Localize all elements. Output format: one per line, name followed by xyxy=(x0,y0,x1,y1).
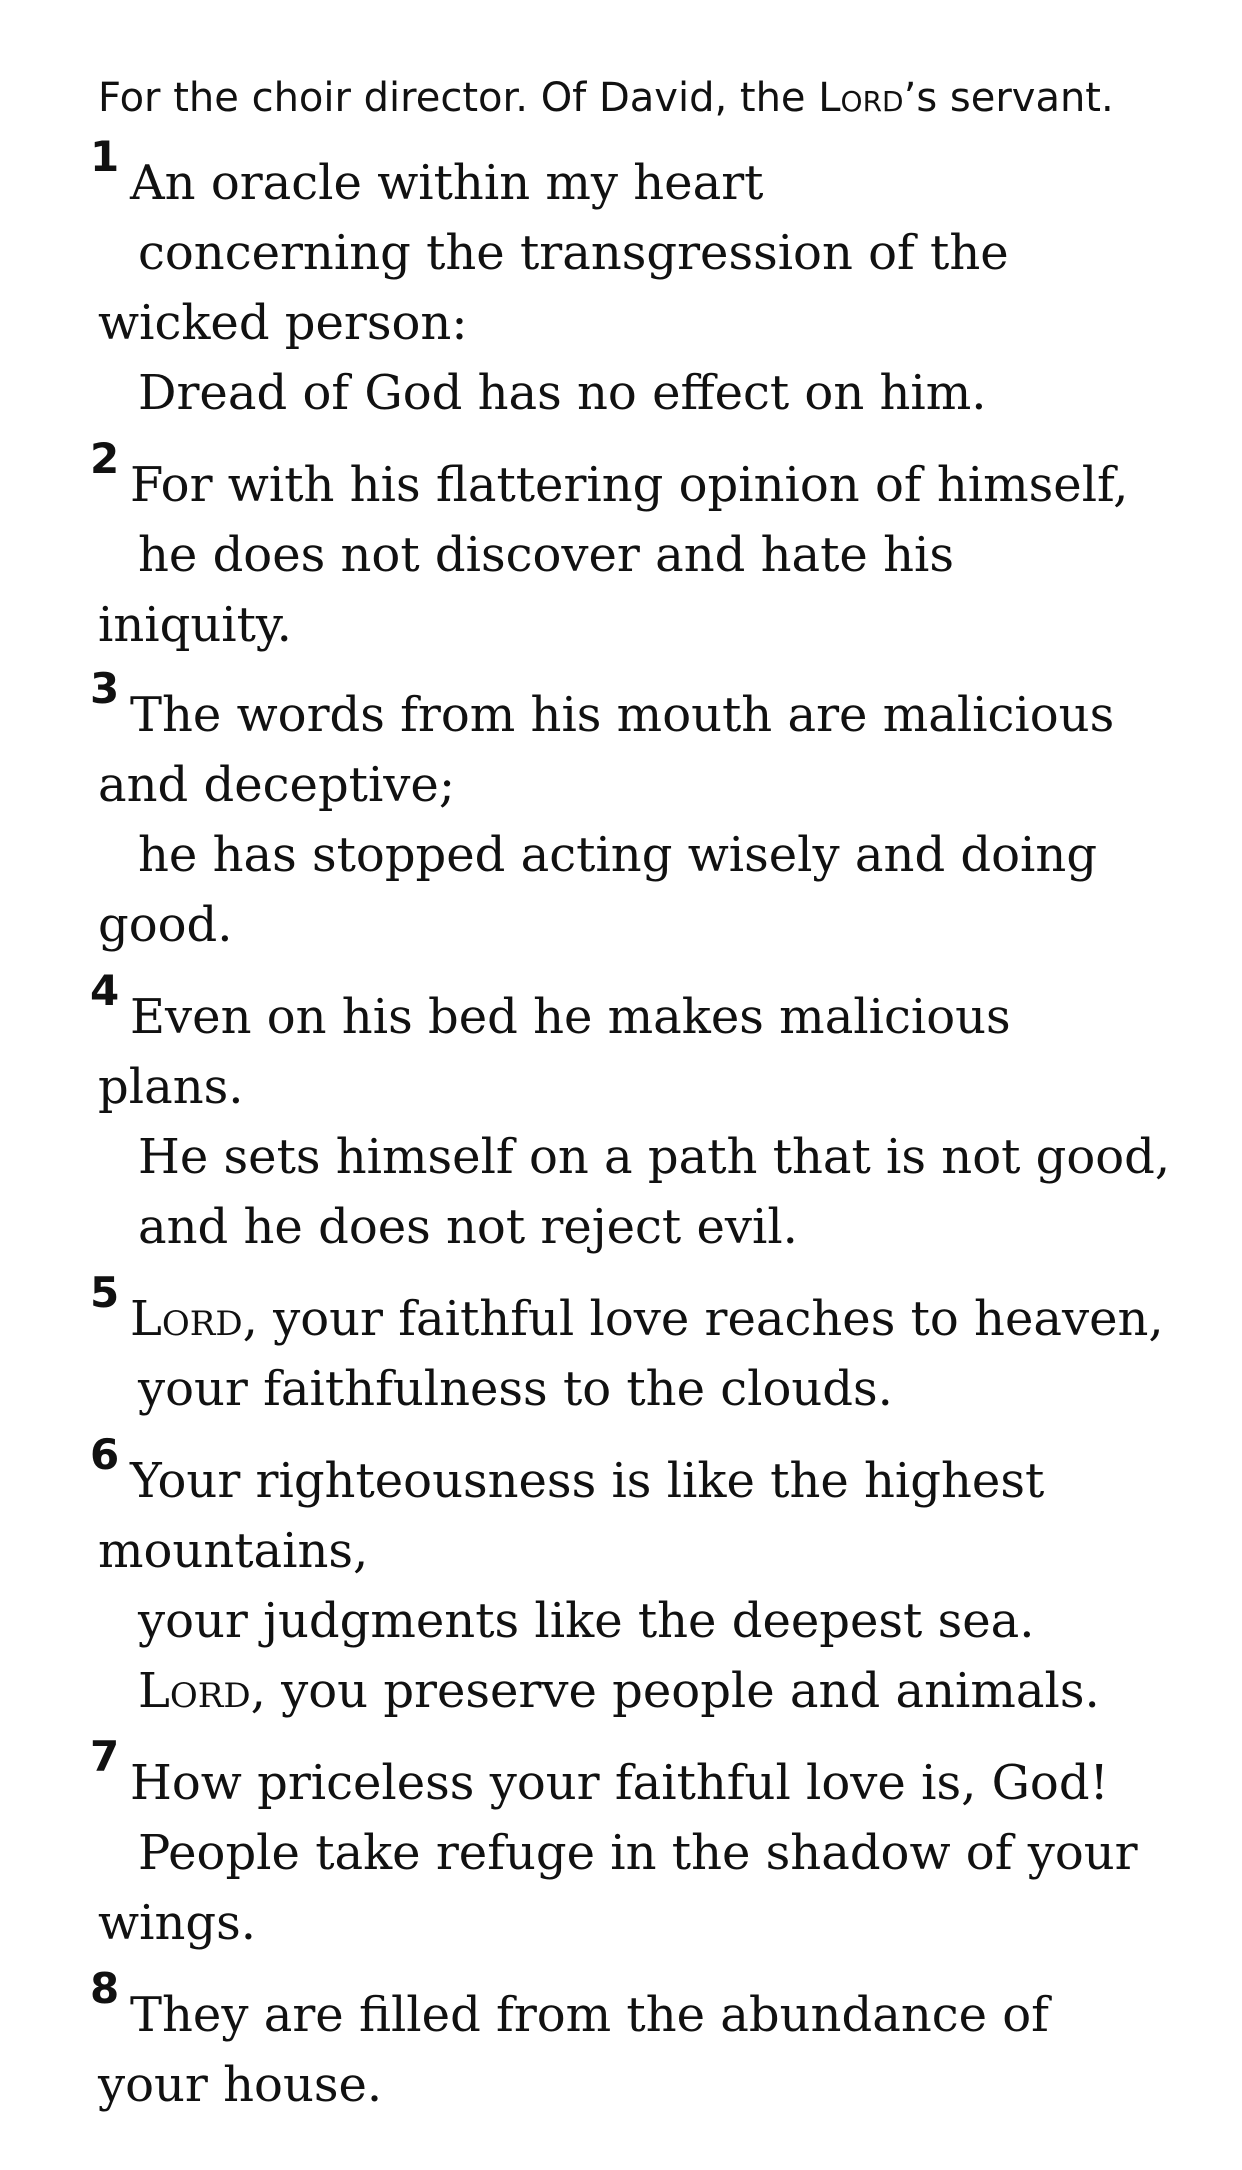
verse-line: and he does not reject evil. xyxy=(138,1199,798,1255)
verse-number: 8 xyxy=(90,1964,120,2013)
verse-line: plans. xyxy=(98,1059,244,1115)
verse xyxy=(90,132,1208,428)
verse xyxy=(90,434,1208,660)
verse xyxy=(90,664,1208,960)
verse-number: 6 xyxy=(90,1430,120,1479)
verse-line: For with his flattering opinion of himself, xyxy=(130,457,1129,513)
verse-line: Your righteousness is like the highest xyxy=(130,1453,1045,1509)
verse-line: and deceptive; xyxy=(98,757,455,813)
verse-line: concerning the transgression of the xyxy=(138,225,1009,281)
verse-number: 7 xyxy=(90,1732,120,1781)
verse-number: 1 xyxy=(90,132,120,181)
verse-line xyxy=(98,1656,1208,1726)
verse-line: good. xyxy=(98,897,233,953)
verse-line: How priceless your faithful love is, God! xyxy=(130,1755,1109,1811)
verse-line: your house. xyxy=(98,2057,383,2113)
verse-number: 3 xyxy=(90,664,120,713)
verse xyxy=(90,966,1208,1262)
verse-number: 5 xyxy=(90,1268,120,1317)
lord-small-caps: Lord xyxy=(138,1663,251,1719)
verse-line: iniquity. xyxy=(98,597,292,653)
verse-line: Dread of God has no effect on him. xyxy=(138,365,987,421)
verse-line: An oracle within my heart xyxy=(130,155,764,211)
verse-line: he has stopped acting wisely and doing xyxy=(138,827,1098,883)
verse-line: Even on his bed he makes malicious xyxy=(130,989,1011,1045)
verse xyxy=(90,1964,1208,2120)
verse-number: 2 xyxy=(90,434,120,483)
verse-line: he does not discover and hate his xyxy=(138,527,954,583)
verse-line: your faithfulness to the clouds. xyxy=(138,1361,893,1417)
verse-line-text: , your faithful love reaches to heaven, xyxy=(242,1291,1164,1347)
verse-line: mountains, xyxy=(98,1523,369,1579)
verse xyxy=(90,1430,1208,1726)
verse-line: wicked person: xyxy=(98,295,468,351)
verse-line: your judgments like the deepest sea. xyxy=(138,1593,1035,1649)
verse-line-text: , you preserve people and animals. xyxy=(250,1663,1100,1719)
lord-small-caps: Lord xyxy=(818,75,904,121)
superscription-text: For the choir director. Of David, the xyxy=(98,75,819,121)
verse-line: wings. xyxy=(98,1895,256,1951)
verse-line: They are filled from the abundance of xyxy=(130,1987,1049,2043)
verse-line xyxy=(98,1284,1208,1354)
verse-number: 4 xyxy=(90,966,120,1015)
verse-line: People take refuge in the shadow of your xyxy=(138,1825,1138,1881)
lord-small-caps: Lord xyxy=(130,1291,243,1347)
verse-line: He sets himself on a path that is not good, xyxy=(138,1129,1171,1185)
verse xyxy=(90,1268,1208,1424)
superscription-text-end: ’s servant. xyxy=(903,75,1114,121)
psalm-superscription xyxy=(98,70,1114,126)
verse-line: The words from his mouth are malicious xyxy=(130,687,1115,743)
verse xyxy=(90,1732,1208,1958)
